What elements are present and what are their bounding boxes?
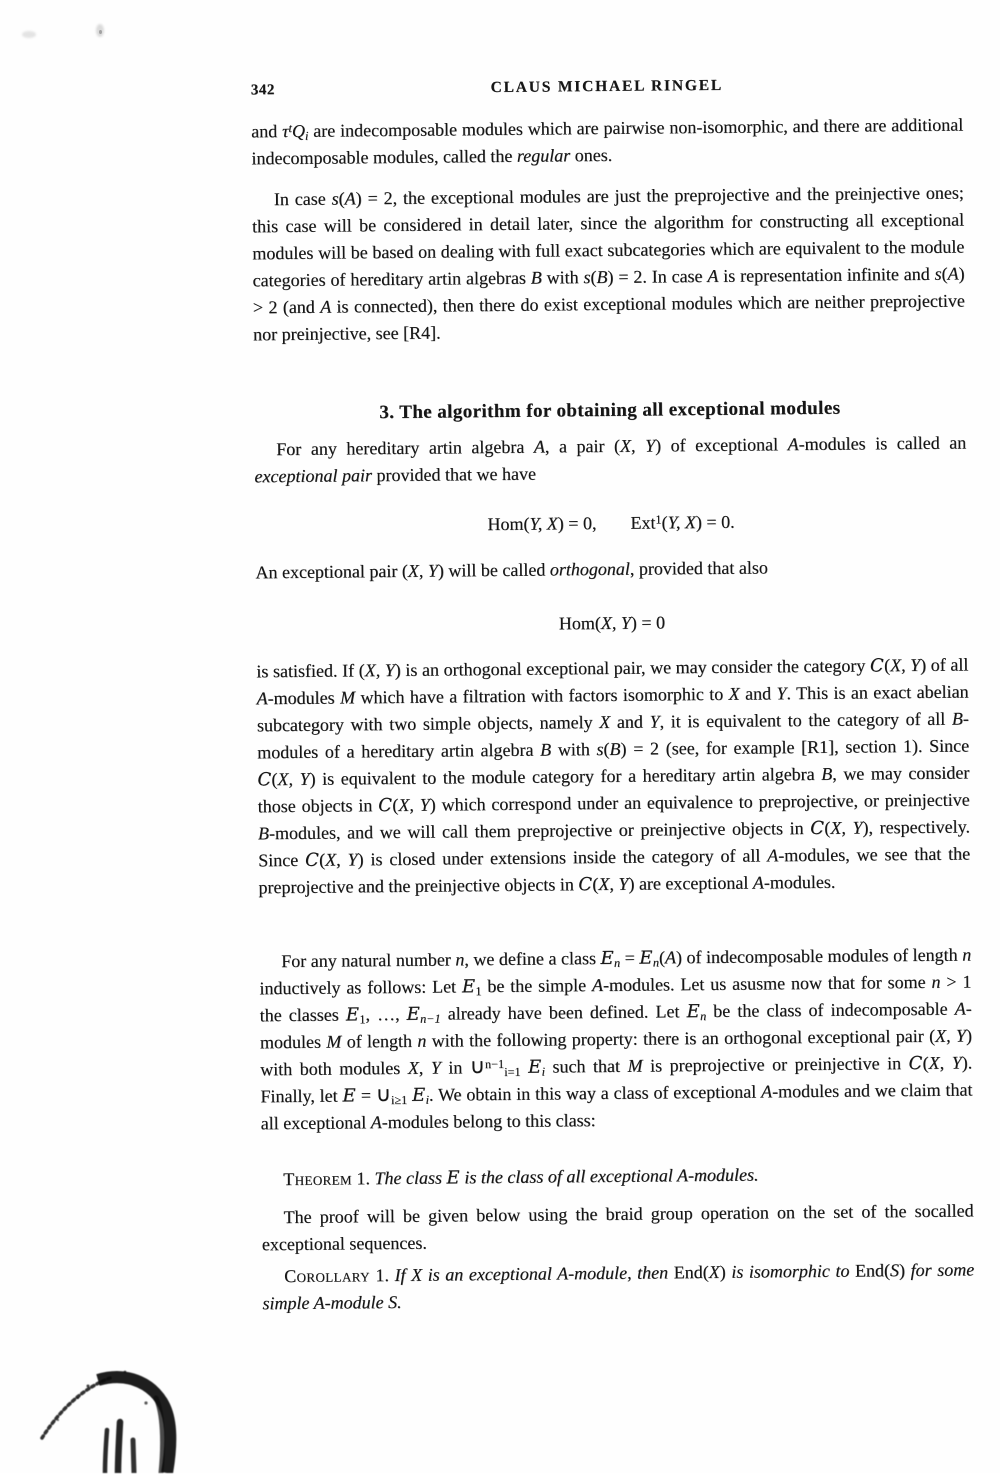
ink-smudge-artifact <box>28 1358 208 1473</box>
section-heading: 3. The algorithm for obtaining all exceptional modules <box>379 397 841 424</box>
paragraph-classes-En: For any natural number n, we define a class En = En(A) of indecomposable modules of length n inductively as follows: Let E1 be the simple A-modules. Let us asusme now that for some n > 1 the classes E1, …, En−1 already have been defined. Let En be the class of indecomposable A-modules M of length n with the following property: there is an orthogonal exceptional pair (X, Y) with both modules X, Y in ∪$^{n-1}$i=1 Ei such that M is preprojective or preinjective in C(X, Y). Finally, let E = ∪i≥1 Ei. We obtain in this way a class of exceptional A-modules and we claim that all exceptional A-modules belong to this class: <box>259 944 973 1134</box>
page-number: 342 <box>250 82 275 99</box>
scan-speck <box>22 31 36 38</box>
paragraph-orthogonal: An exceptional pair (X, Y) will be called orthogonal, provided that also <box>255 557 768 583</box>
scan-speck <box>99 30 102 34</box>
paragraph-proof-note: The proof will be given below using the braid group operation on the set of the socalled exceptional sequences. <box>261 1200 974 1255</box>
equation-hom: Hom(X, Y) = 0 <box>558 612 666 634</box>
paragraph-exceptional-pair: For any hereditary artin algebra A, a pair (X, Y) of exceptional A-modules is called an exceptional pair provided that we have <box>254 432 967 487</box>
paragraph-case-sA2: In case s(A) = 2, the exceptional modules are just the preprojective and the preinjective ones; this case will be considered in detail later, since the algorithm for constructing all exceptional modules will be based on dealing with full exact subcategories which are equivalent to the module categories of hereditary artin algebras B with s(B) = 2. In case A is representation infinite and s(A) > 2 (and A is connected), then there do exist exceptional modules which are neither preprojective nor preinjective, see [R4]. <box>251 182 965 345</box>
running-head: CLAUS MICHAEL RINGEL <box>490 76 724 97</box>
equation-hom-ext: Hom(Y, X) = 0, Ext$^1$(Y, X) = 0. <box>487 511 735 535</box>
theorem-1: Theorem 1. The class E is the class of all exceptional A-modules. <box>283 1164 759 1190</box>
paragraph-category-CXY: is satisfied. If (X, Y) is an orthogonal exceptional pair, we may consider the category C(X, Y) of all A-modules M which have a filtration with factors isomorphic to X and Y. This is an exact abelian subcategory with two simple objects, namely X and Y, it is equivalent to the category of all B-modules of a hereditary artin algebra B with s(B) = 2 (see, for example [R1], section 1). Since C(X, Y) is equivalent to the module category for a hereditary artin algebra B, we may consider those objects in C(X, Y) which correspond under an equivalence to preprojective, or preinjective B-modules, and we will call them preprojective or preinjective objects in C(X, Y), respectively. Since C(X, Y) is closed under extensions inside the category of all A-modules, we see that the preprojective and the preinjective objects in C(X, Y) are exceptional A-modules. <box>256 654 971 898</box>
paragraph-regular-modules: and $\tau^tQi$ are indecomposable modules which are pairwise non-isomorphic, and there are additional indecomposable modules, called the regular ones. <box>251 114 964 169</box>
corollary-1: Corollary 1. If X is an exceptional A-module, then End(X) is isomorphic to End(S) for some simple A-module S. <box>262 1259 975 1314</box>
